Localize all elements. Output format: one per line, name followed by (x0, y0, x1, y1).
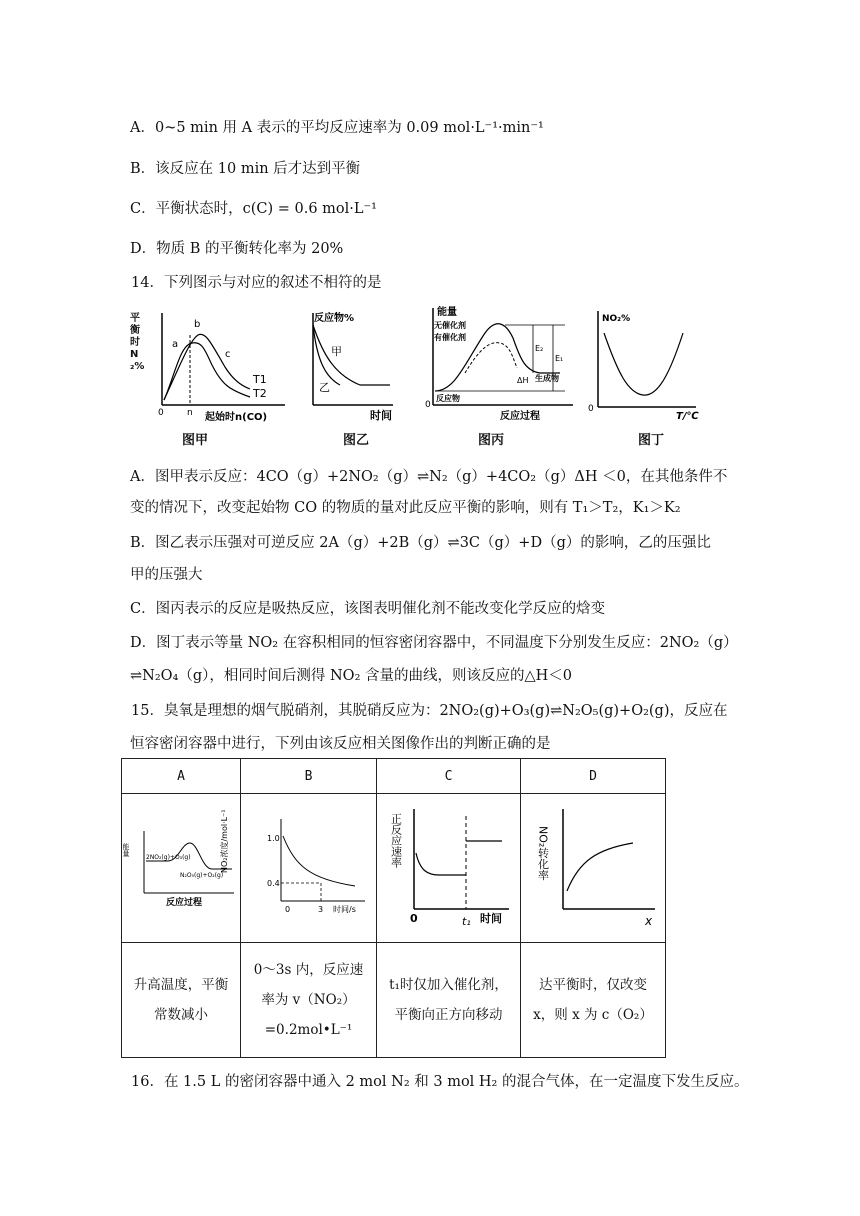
fig-bing-dh: ΔH (517, 376, 529, 385)
figure-ding (588, 303, 698, 423)
option-13b: B．该反应在 10 min 后才达到平衡 (130, 161, 361, 177)
question-15-stem-line1: 15．臭氧是理想的烟气脱硝剂，其脱硝反应为：2NO₂(g)+O₃(g)⇌N₂O₅(g)+O₂(g)，反应在 (131, 703, 728, 719)
answer-d-line2: x，则 x 为 c（O₂） (533, 1007, 653, 1023)
figure-cell-d (521, 794, 666, 943)
question-15-table (121, 758, 666, 1058)
fig-jia-label-a: a (172, 339, 179, 350)
fig-jia-ylabel: 平衡时N₂% (130, 313, 145, 372)
fig-15b-xlabel: 时间/s (332, 905, 356, 914)
fig-ding-origin: 0 (588, 404, 594, 414)
answer-cell-c (377, 943, 521, 1058)
option-13c: C．平衡状态时，c(C) = 0.6 mol·L⁻¹ (130, 201, 377, 217)
fig-15b-y2: 0.4 (266, 879, 280, 888)
question-14-stem: 14．下列图示与对应的叙述不相符的是 (131, 275, 382, 291)
col-header-d: D (521, 759, 666, 794)
fig-bing-legend1: 无催化剂 (434, 321, 466, 330)
answer-cell-a (122, 943, 241, 1058)
fig-15b-ylabel: NO₂浓度/mol·L⁻¹ (219, 809, 229, 873)
fig-bing-e2: E₂ (535, 344, 544, 353)
answer-c-line2: 平衡向正方向移动 (394, 1007, 503, 1023)
fig-15c-ylabel: 正反应速率 (389, 813, 402, 868)
fig-yi-xlabel: 时间 (370, 409, 392, 422)
fig-jia-label-t2: T2 (253, 387, 267, 400)
fig-15c-origin: 0 (409, 912, 418, 925)
fig-15b-x1: 3 (317, 905, 323, 914)
fig-bing-legend2: 有催化剂 (434, 333, 466, 342)
col-header-a: A (122, 759, 241, 794)
fig-ding-ylabel: NO₂% (602, 314, 631, 324)
fig-bing-e1: E₁ (555, 354, 564, 363)
fig-yi-label-jia: 甲 (331, 345, 342, 358)
fig-jia-label-b: b (194, 319, 201, 330)
fig-15b-x0: 0 (284, 905, 290, 914)
fig-yi-label-yi: 乙 (319, 381, 330, 394)
fig-15b-y1: 1.0 (266, 834, 280, 843)
figure-15d (527, 801, 659, 931)
answer-a-line2: 常数减小 (154, 1007, 208, 1023)
figure-cell-c (377, 794, 521, 943)
fig-bing-products: 生成物 (535, 374, 559, 383)
answer-b-line2: 率为 v（NO₂） (261, 992, 356, 1008)
answer-d-line1: 达平衡时，仅改变 (539, 977, 647, 993)
fig-bing-ylabel: 能量 (437, 307, 457, 318)
figure-yi (305, 305, 395, 423)
option-14a-line1: A．图甲表示反应：4CO（g）+2NO₂（g）⇌N₂（g）+4CO₂（g）ΔH ＜0，在其他条件不 (130, 469, 728, 485)
col-header-b: B (241, 759, 377, 794)
fig-ding-xlabel: T/℃ (676, 411, 699, 422)
fig-jia-xlabel: 起始时n(CO) (205, 412, 268, 423)
figure-15b (219, 809, 373, 921)
fig-15a-products: N₂O₅(g)+O₂(g) (180, 872, 224, 879)
fig-bing-xlabel: 反应过程 (500, 411, 540, 422)
fig-yi-ylabel: 反应物% (314, 313, 355, 324)
question-16-stem: 16．在 1.5 L 的密闭容器中通入 2 mol N₂ 和 3 mol H₂ 的混合气体，在一定温度下发生反应。 (131, 1074, 749, 1090)
figure-jia (150, 305, 290, 423)
fig-jia-label-c: c (225, 349, 231, 360)
option-14d-line2: ⇌N₂O₄（g），相同时间后测得 NO₂ 含量的曲线，则该反应的△H＜0 (130, 668, 573, 684)
option-13d: D．物质 B 的平衡转化率为 20% (130, 241, 344, 257)
fig-bing-reactants: 反应物 (436, 394, 460, 403)
answer-b-line1: 0～3s 内，反应速 (253, 962, 364, 978)
answer-c-line1: t₁时仅加入催化剂， (389, 977, 508, 993)
caption-ding: 图丁 (638, 433, 665, 448)
option-14b-line2: 甲的压强大 (130, 567, 203, 583)
caption-jia: 图甲 (182, 433, 209, 448)
col-header-c: C (377, 759, 521, 794)
figure-cell-b (219, 794, 377, 943)
fig-15a-reactants: 2NO₂(g)+O₃(g) (146, 854, 191, 861)
fig-15d-xlabel: x (645, 914, 653, 928)
caption-yi: 图乙 (343, 433, 370, 448)
option-14b-line1: B．图乙表示压强对可逆反应 2A（g）+2B（g）⇌3C（g）+D（g）的影响，乙的压强比 (130, 535, 711, 551)
fig-15a-ylabel: 能量 (122, 843, 130, 857)
fig-jia-n: n (187, 408, 193, 418)
fig-jia-label-t1: T1 (253, 373, 267, 386)
answer-cell-d (521, 943, 666, 1058)
answer-cell-b (241, 943, 377, 1058)
fig-15c-xlabel: 时间 (479, 912, 502, 925)
fig-15a-xlabel: 反应过程 (166, 898, 203, 908)
fig-15c-t1: t₁ (461, 915, 471, 928)
question-15-stem-line2: 恒容密闭容器中进行，下列由该反应相关图像作出的判断正确的是 (130, 736, 551, 752)
figure-bing (425, 303, 575, 423)
option-14a-line2: 变的情况下，改变起始物 CO 的物质的量对此反应平衡的影响，则有 T₁＞T₂，K₁＞K₂ (130, 500, 681, 516)
fig-15d-ylabel: NO₂转化率 (536, 826, 550, 881)
option-14c: C．图丙表示的反应是吸热反应，该图表明催化剂不能改变化学反应的焓变 (130, 601, 606, 617)
figure-15c (384, 801, 514, 931)
option-13a: A．0~5 min 用 A 表示的平均反应速率为 0.09 mol·L⁻¹·min⁻¹ (130, 120, 544, 136)
option-14d-line1: D．图丁表示等量 NO₂ 在容积相同的恒容密闭容器中，不同温度下分别发生反应：2NO₂（g） (130, 635, 738, 651)
answer-b-line3: =0.2mol•L⁻¹ (264, 1022, 353, 1038)
answer-a-line1: 升高温度，平衡 (133, 977, 229, 993)
caption-bing: 图丙 (478, 433, 505, 448)
fig-jia-origin: 0 (158, 408, 164, 418)
fig-bing-origin: 0 (425, 400, 431, 410)
